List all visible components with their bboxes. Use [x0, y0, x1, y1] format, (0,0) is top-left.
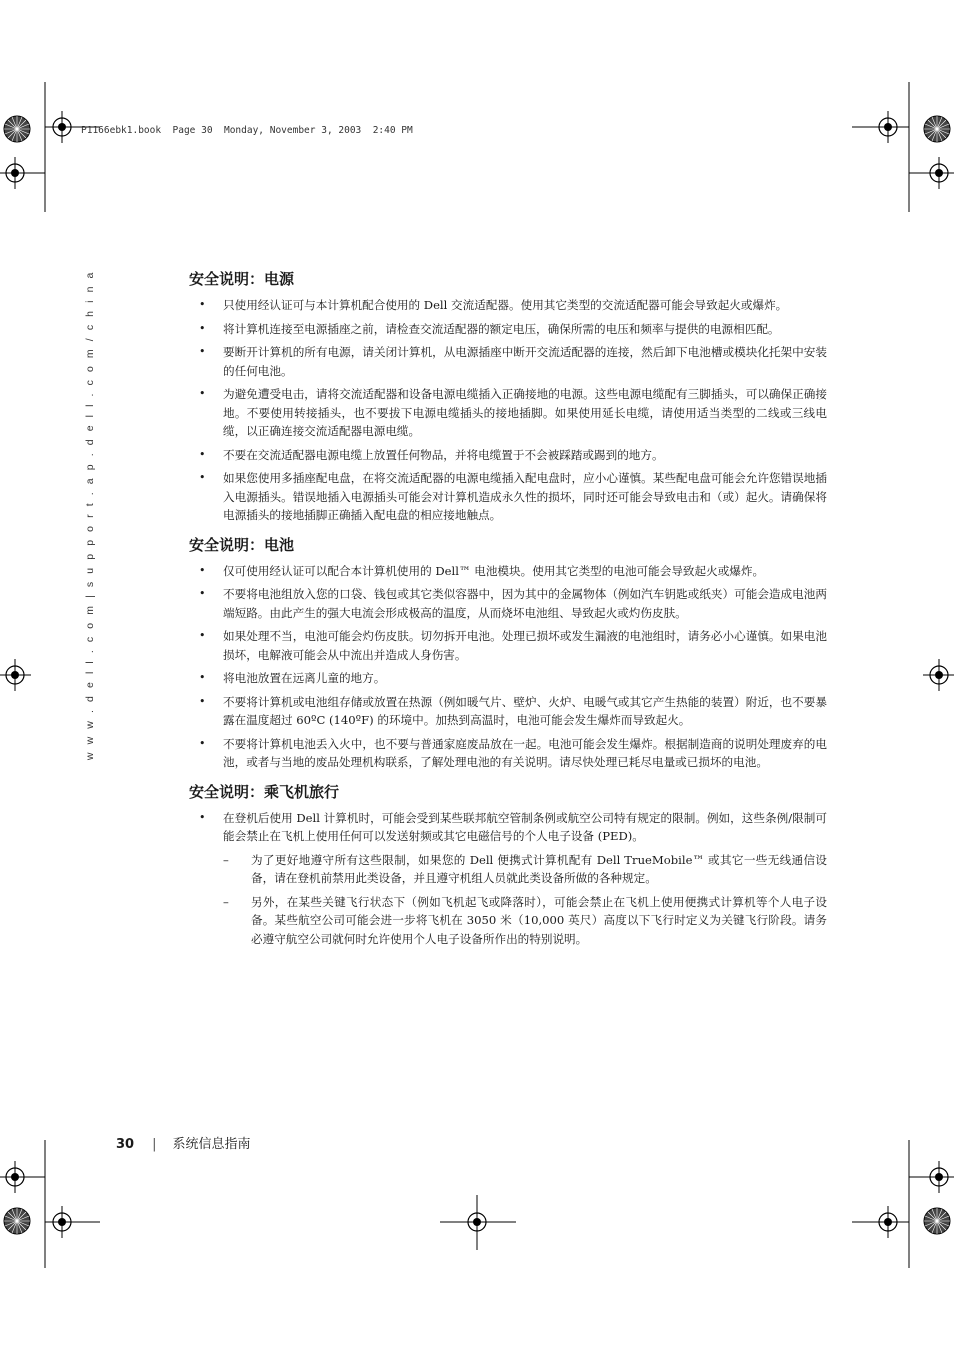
sub-list-item	[189, 893, 827, 949]
main-content	[189, 268, 827, 957]
item-text: 如果处理不当，电池可能会灼伤皮肤。切勿拆开电池。处理已损坏或发生漏液的电池组时，请务必小心谨慎。如果电池损坏，电解液可能会从中流出并造成人身伤害。	[223, 629, 827, 662]
sub-list-item	[189, 851, 827, 888]
bullet-list	[189, 296, 827, 525]
item-text: 在登机后使用 Dell 计算机时，可能会受到某些联邦航空管制条例或航空公司特有规定的限制。例如，这些条例/限制可能会禁止在飞机上使用任何可以发送射频或其它电磁信号的个人电子设备 (PED)。	[223, 810, 827, 843]
list-item	[189, 469, 827, 525]
footer-separator: |	[152, 1137, 157, 1152]
list-item	[189, 735, 827, 772]
list-item	[189, 562, 827, 581]
item-text: 如果您使用多插座配电盘，在将交流适配器的电源电缆插入配电盘时，应小心谨慎。某些配电盘可能会允许您错误地插入电源插头。错误地插入电源插头可能会对计算机造成永久性的损坏，同时还可能会导致电击和（或）起火。请确保将电源插头的接地插脚正确插入配电盘的相应接地触点。	[223, 471, 827, 522]
list-item	[189, 693, 827, 730]
section-title: 安全说明：电源	[189, 270, 295, 288]
list-item	[189, 385, 827, 441]
bullet-icon: •	[199, 298, 206, 311]
bullet-list	[189, 809, 827, 949]
bullet-icon: •	[199, 694, 206, 708]
bullet-icon: •	[199, 629, 206, 642]
section-title: 安全说明：乘飞机旅行	[189, 782, 340, 801]
side-url: w w w . d e l l . c o m | s u p p o r t . a p . d e l l . c o m / c h i n a	[84, 270, 96, 761]
item-text: 仅可使用经认证可以配合本计算机使用的 Dell™ 电池模块。使用其它类型的电池可能会导致起火或爆炸。	[223, 563, 765, 578]
bullet-icon: •	[199, 471, 206, 484]
section-title: 安全说明：电池	[189, 535, 295, 554]
section-battery-safety	[189, 534, 827, 772]
item-text: 不要将计算机电池丢入火中，也不要与普通家庭废品放在一起。电池可能会发生爆炸。根据制造商的说明处理废弃的电池，或者与当地的废品处理机构联系，了解处理电池的有关说明。请尽快处理已耗尽电量或已损坏的电池。	[223, 736, 827, 769]
list-item	[189, 627, 827, 664]
item-text: 不要将计算机或电池组存储或放置在热源（例如暖气片、壁炉、火炉、电暖气或其它产生热能的装置）附近，也不要暴露在温度超过 60ºC (140ºF) 的环境中。加热到高温时，电池可能会发生爆炸而导致起火。	[223, 694, 827, 727]
guide-title: 系统信息指南	[172, 1137, 251, 1152]
bullet-list	[189, 562, 827, 772]
bullet-icon: •	[199, 447, 206, 461]
section-air-travel-safety	[189, 781, 827, 949]
list-item	[189, 446, 827, 465]
list-item	[189, 343, 827, 380]
item-text: 要断开计算机的所有电源，请关闭计算机，从电源插座中断开交流适配器的连接，然后卸下电池槽或模块化托架中安装的任何电池。	[223, 345, 827, 378]
list-item	[189, 585, 827, 622]
bullet-icon: •	[199, 345, 206, 358]
bullet-icon: •	[199, 387, 206, 400]
list-item	[189, 669, 827, 688]
dash-icon: –	[223, 894, 229, 909]
dash-icon: –	[223, 852, 229, 867]
list-item	[189, 296, 827, 315]
item-text: 只使用经认证可与本计算机配合使用的 Dell 交流适配器。使用其它类型的交流适配器可能会导致起火或爆炸。	[223, 298, 788, 312]
item-text: 不要在交流适配器电源电缆上放置任何物品，并将电缆置于不会被踩踏或踢到的地方。	[223, 447, 664, 462]
item-text: 将电池放置在远离儿童的地方。	[223, 671, 386, 685]
bullet-icon: •	[199, 587, 206, 600]
item-text: 为了更好地遵守所有这些限制，如果您的 Dell 便携式计算机配有 Dell TrueMobile™ 或其它一些无线通信设备，请在登机前禁用此类设备，并且遵守机组人员就此类设备所做的各种规定。	[251, 852, 827, 885]
section-power-safety	[189, 268, 827, 525]
bullet-icon: •	[199, 321, 206, 335]
bullet-icon: •	[199, 671, 206, 684]
page-number: 30	[116, 1137, 135, 1152]
list-item	[189, 809, 827, 846]
bullet-icon: •	[199, 736, 206, 750]
bullet-icon: •	[199, 810, 206, 824]
item-text: 为避免遭受电击，请将交流适配器和设备电源电缆插入正确接地的电源。这些电源电缆配有三脚插头，可以确保正确接地。不要使用转接插头，也不要拔下电源电缆插头的接地插脚。如果使用延长电缆，请使用适当类型的二线或三线电缆，以正确连接交流适配器电源电缆。	[223, 387, 827, 438]
page-footer	[116, 1133, 251, 1152]
item-text: 将计算机连接至电源插座之前，请检查交流适配器的额定电压，确保所需的电压和频率与提供的电源相匹配。	[223, 321, 780, 336]
file-header: P1166ebk1.book Page 30 Monday, November 3, 2003 2:40 PM	[81, 125, 413, 136]
list-item	[189, 320, 827, 339]
item-text: 另外，在某些关键飞行状态下（例如飞机起飞或降落时），可能会禁止在飞机上使用便携式计算机等个人电子设备。某些航空公司可能会进一步将飞机在 3050 米（10,000 英尺）高度以下飞行时定义为关键飞行阶段。请务必遵守航空公司就何时允许使用个人电子设备所作出的特别说明。	[251, 894, 827, 946]
bullet-icon: •	[199, 563, 206, 577]
item-text: 不要将电池组放入您的口袋、钱包或其它类似容器中，因为其中的金属物体（例如汽车钥匙或纸夹）可能会造成电池两端短路。由此产生的强大电流会形成极高的温度，从而烧坏电池组、导致起火或灼伤皮肤。	[223, 587, 827, 620]
